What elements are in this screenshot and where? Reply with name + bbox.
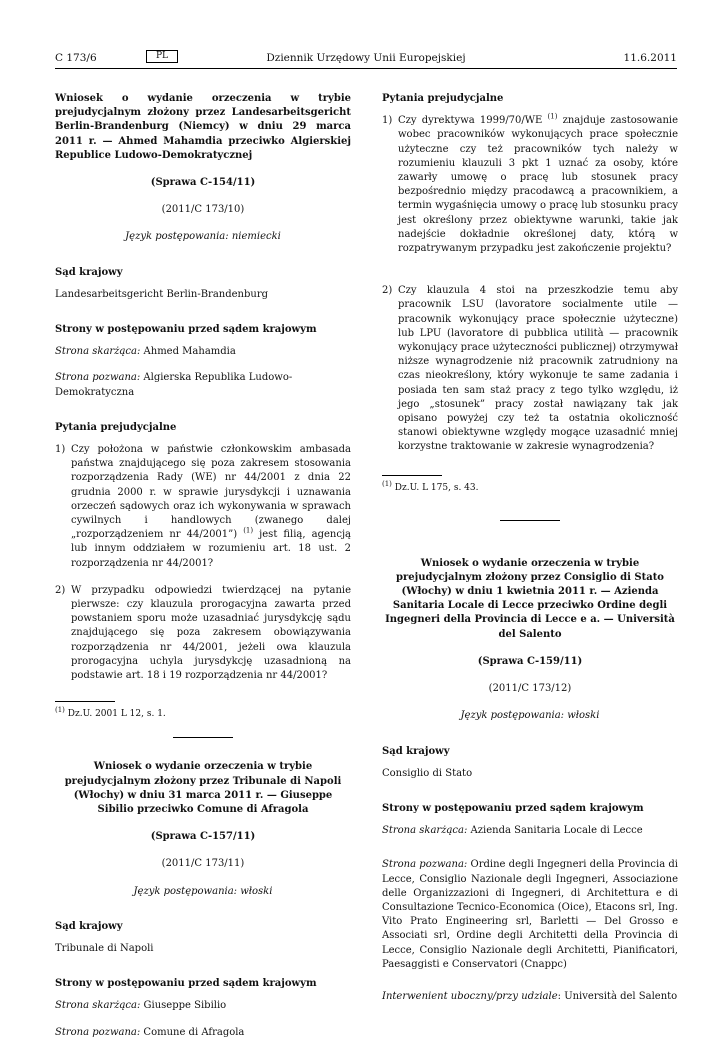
claimant [382,824,678,838]
question-number: 1) [55,444,66,456]
question-text-cont: znajduje zastosowanie wobec pracowników wykonujących prace społecznie użyteczne czy też pracowników tych należy w rozumieniu klauzuli 3 pkt 1 uznać za osoby, które zawarły umowę o pracę lub stosunek pracy bezpośrednio między pracodawcą a pracownikiem, a termin wygaśnięcia umowy o pracę lub stosunku pracy jest określony przez obiektywne warunki, takie jak nadejście dokładnie określonej daty, którą w rozpatrywanym przypadku jest zakończenie projektu? [398,115,679,255]
issue-number: C 173/6 [55,52,97,64]
question-number: 2) [382,285,393,297]
footnote-mark: (1) [382,479,392,488]
question-text: Czy dyrektywa 1999/70/WE [398,115,548,127]
intervener [382,990,678,1004]
defendant-name: Comune di Afragola [140,1026,245,1038]
defendant [55,371,351,399]
language-badge: PL [146,50,178,63]
questions-list [382,114,678,454]
defendant-label: Strona pozwana: [382,859,468,871]
procedure-language [382,709,678,723]
claimant-name: Ahmed Mahamdia [140,346,236,358]
court-name: Consiglio di Stato [382,767,473,779]
court-heading: Sąd krajowy [382,745,450,757]
footnote [382,479,678,494]
language-label: Język postępowania [125,231,226,243]
defendant [382,858,678,972]
footnote-divider [382,475,442,476]
case-number: (Sprawa C-159/11) [477,655,583,667]
procedure-language [55,230,351,244]
case-c-157-11 [55,760,351,1039]
language-label: Język postępowania [133,885,234,897]
parties-heading: Strony w postępowaniu przed sądem krajowym [55,978,317,990]
claimant-label: Strona skarżąca: [55,346,141,358]
footnote [55,708,351,720]
defendant-label: Strona pozwana: [55,372,141,384]
court-name: Landesarbeitsgericht Berlin-Brandenburg [55,288,269,300]
claimant-label: Strona skarżąca: [55,1000,141,1012]
court-heading: Sąd krajowy [55,920,123,932]
section-divider [500,520,560,521]
case-number: (Sprawa C-157/11) [150,831,256,843]
case-reference: (2011/C 173/11) [161,858,245,870]
question-text: W przypadku odpowiedzi twierdzącej na pytanie pierwsze: czy klauzula prorogacyjna zawarta przed powstaniem sporu może uzasadniać jurysdykcję sądu znajdującego się poza zakresem obowiązywania rozporządzenia nr 44/2001, jeżeli owa klauzula prorogacyjna uchyla jurysdykcję uzasadnioną na podstawie art. 18 i 19 rozporządzenia nr 44/2001? [71,584,351,682]
language-label: Język postępowania [460,710,561,722]
footnote-ref: (1) [243,526,254,535]
case-c-154-11 [55,92,351,720]
claimant-name: Giuseppe Sibilio [140,1000,227,1012]
questions-heading: Pytania prejudycjalne [382,93,504,104]
language-value: : włoski [560,710,600,722]
questions-list [55,443,351,683]
language-value: : niemiecki [225,231,281,243]
intervener-name: : Università del Salento [557,990,678,1002]
left-column [55,92,351,1040]
case-number: (Sprawa C-154/11) [150,177,256,189]
claimant-name: Azienda Sanitaria Locale di Lecce [467,825,643,837]
case-reference: (2011/C 173/10) [161,204,245,216]
case-title: Wniosek o wydanie orzeczenia w trybie prejudycjalnym złożony przez Consiglio di Stato (Włochy) w dniu 1 kwietnia 2011 r. — Azienda Sanitaria Locale di Lecce przeciwko Ordine degli Ingegneri della Provincia di Lecce e a. — Università del Salento [385,557,675,640]
question-2 [55,584,351,683]
claimant [55,999,351,1013]
questions-heading: Pytania prejudycjalne [55,421,177,433]
procedure-language [55,885,351,899]
case-reference: (2011/C 173/12) [488,683,572,695]
defendant [55,1026,351,1040]
court-heading: Sąd krajowy [55,266,123,278]
question-text-cont: jest filią, agencją lub innym oddziałem w rozumieniu art. 18 ust. 2 rozporządzenia nr 44/2001? [71,529,351,569]
intervener-label: Interwenient uboczny/przy udziale [382,990,558,1002]
case-c-157-11-continued [382,92,678,494]
footnote-text: Dz.U. L 175, s. 43. [391,482,479,493]
issue-date: 11.6.2011 [623,52,677,64]
question-1 [382,114,678,256]
defendant-label: Strona pozwana: [55,1026,141,1038]
question-text: Czy położona w państwie członkowskim ambasada państwa znajdującego się poza zakresem stosowania rozporządzenia Rady (WE) nr 44/2001 z dnia 22 grudnia 2000 r. w sprawie jurysdykcji i uznawania orzeczeń sądowych oraz ich wykonywania w sprawach cywilnych i handlowych (zwanego dalej „rozporządzeniem nr 44/2001”) [71,444,351,541]
question-text: Czy klauzula 4 stoi na przeszkodzie temu aby pracownik LSU (lavoratore socialmente utile — pracownik wykonujący prace społecznie użyteczne) lub LPU (lavoratore di pubblica utilità — pracownik wykonujący prace użyteczności publicznej) otrzymywał niższe wynagrodzenie niż pracownik zatrudniony na czas nieokreślony, który wykonuje te same zadania i posiada ten sam staż pracy z tego tylko względu, iż jego „stosunek” pracy został nawiązany tak jak opisano powyżej czy też ta ostatnia okoliczność stanowi obiektywne względy mogące uzasadnić mniej korzystne traktowanie w zakresie wynagrodzenia? [398,285,678,453]
footnote-divider [55,701,115,702]
claimant-label: Strona skarżąca: [382,825,468,837]
case-title: Wniosek o wydanie orzeczenia w trybie prejudycjalnym złożony przez Tribunale di Napoli (Włochy) w dniu 31 marca 2011 r. — Giuseppe Sibilio przeciwko Comune di Afragola [64,761,342,815]
parties-heading: Strony w postępowaniu przed sądem krajowym [55,324,317,336]
right-column [382,92,678,1004]
page-header [55,52,677,69]
defendant-name: Ordine degli Ingegneri della Provincia di Lecce, Consiglio Nazionale degli Ingegneri, Associazione delle Organizzazioni di Ingegneri, di Architettura e di Consultazione Tecnico-Economica (Oice), Etacons srl, Ing. Vito Prato Engineering srl, Barletti — Del Grosso e Associati srl, Ordine degli Architetti della Provincia di Lecce, Consiglio Nazionale degli Architetti, Pianificatori, Paesaggisti e Conservatori (Cnappc) [382,859,678,970]
claimant [55,345,351,359]
footnote-mark: (1) [55,706,65,715]
footnote-text: Dz.U. 2001 L 12, s. 1. [64,709,166,720]
case-c-159-11 [382,557,678,1004]
question-number: 2) [55,584,66,596]
language-value: : włoski [233,885,273,897]
section-divider [173,737,233,738]
question-2 [382,284,678,454]
journal-title: Dziennik Urzędowy Unii Europejskiej [266,52,466,64]
defendant-name: Algierska Republika Ludowo-Demokratyczna [55,372,293,398]
footnote-ref: (1) [547,112,558,121]
question-number: 1) [382,115,393,127]
parties-heading: Strony w postępowaniu przed sądem krajowym [382,802,644,814]
case-title: Wniosek o wydanie orzeczenia w trybie prejudycjalnym złożony przez Landesarbeitsgericht Berlin-Brandenburg (Niemcy) w dniu 29 marca 2011 r. — Ahmed Mahamdia przeciwko Algierskiej Republice Ludowo-Demokratycznej [55,93,351,161]
question-1 [55,443,351,571]
court-name: Tribunale di Napoli [55,942,154,954]
